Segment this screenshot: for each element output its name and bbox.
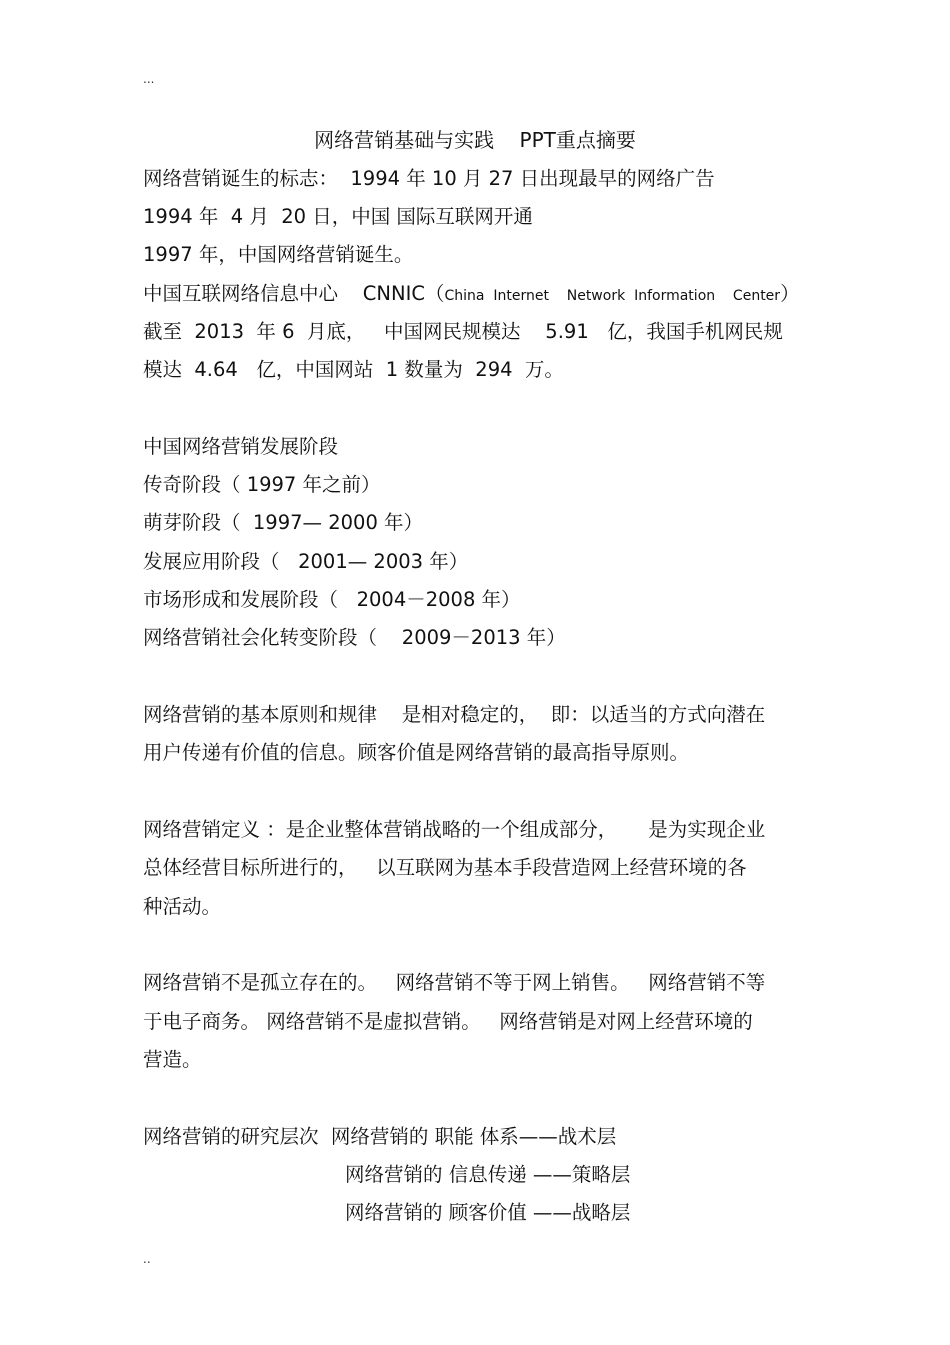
intro-line-4 [143, 281, 800, 309]
intro-line-1: 网络营销诞生的标志： 1994 年 10 月 27 日出现最早的网络广告 [143, 167, 715, 190]
nature-line-2: 于电子商务。 网络营销不是虚拟营销。 网络营销是对网上经营环境的 [143, 1010, 753, 1033]
intro-line-6: 模达 4.64 亿，中国网站 1 数量为 294 万。 [143, 358, 564, 381]
principle-line-2: 用户传递有价值的信息。顾客价值是网络营销的最高指导原则。 [143, 741, 690, 764]
definition-line-3: 种活动。 [143, 895, 222, 918]
stage-item: 市场形成和发展阶段（ 2004－2008 年） [143, 588, 521, 611]
intro-line-3: 1997 年，中国网络营销诞生。 [143, 243, 414, 266]
nature-line-1: 网络营销不是孤立存在的。 网络营销不等于网上销售。 网络营销不等 [143, 971, 766, 994]
intro-line-5: 截至 2013 年 6 月底， 中国网民规模达 5.91 亿，我国手机网民规 [143, 320, 783, 343]
stage-item: 传奇阶段（ 1997 年之前） [143, 473, 381, 496]
stage-item: 发展应用阶段（ 2001— 2003 年） [143, 550, 469, 573]
levels-line-2: 网络营销的 信息传递 ——策略层 [345, 1163, 631, 1186]
definition-line-1: 网络营销定义 ：是企业整体营销战略的一个组成部分， 是为实现企业 [143, 818, 766, 841]
header-mark: ... [143, 72, 155, 86]
cnnic-fullname: China Internet Network Information Center [444, 288, 781, 304]
page-title: 网络营销基础与实践 PPT重点摘要 [314, 128, 636, 152]
levels-line-3: 网络营销的 顾客价值 ——战略层 [345, 1201, 631, 1224]
stage-item: 网络营销社会化转变阶段（ 2009－2013 年） [143, 626, 566, 649]
intro-line-2: 1994 年 4 月 20 日，中国 国际互联网开通 [143, 205, 533, 228]
cnnic-close: ） [780, 282, 800, 305]
definition-line-2: 总体经营目标所进行的， 以互联网为基本手段营造网上经营环境的各 [143, 856, 747, 879]
footer-mark: .. [143, 1252, 151, 1266]
nature-line-3: 营造。 [143, 1048, 202, 1071]
levels-line-1: 网络营销的研究层次 网络营销的 职能 体系——战术层 [143, 1125, 617, 1148]
principle-line-1: 网络营销的基本原则和规律 是相对稳定的， 即：以适当的方式向潜在 [143, 703, 766, 726]
stages-heading: 中国网络营销发展阶段 [143, 435, 339, 458]
cnnic-label: 中国互联网络信息中心 CNNIC（ [143, 282, 445, 305]
stage-item: 萌芽阶段（ 1997— 2000 年） [143, 511, 424, 534]
